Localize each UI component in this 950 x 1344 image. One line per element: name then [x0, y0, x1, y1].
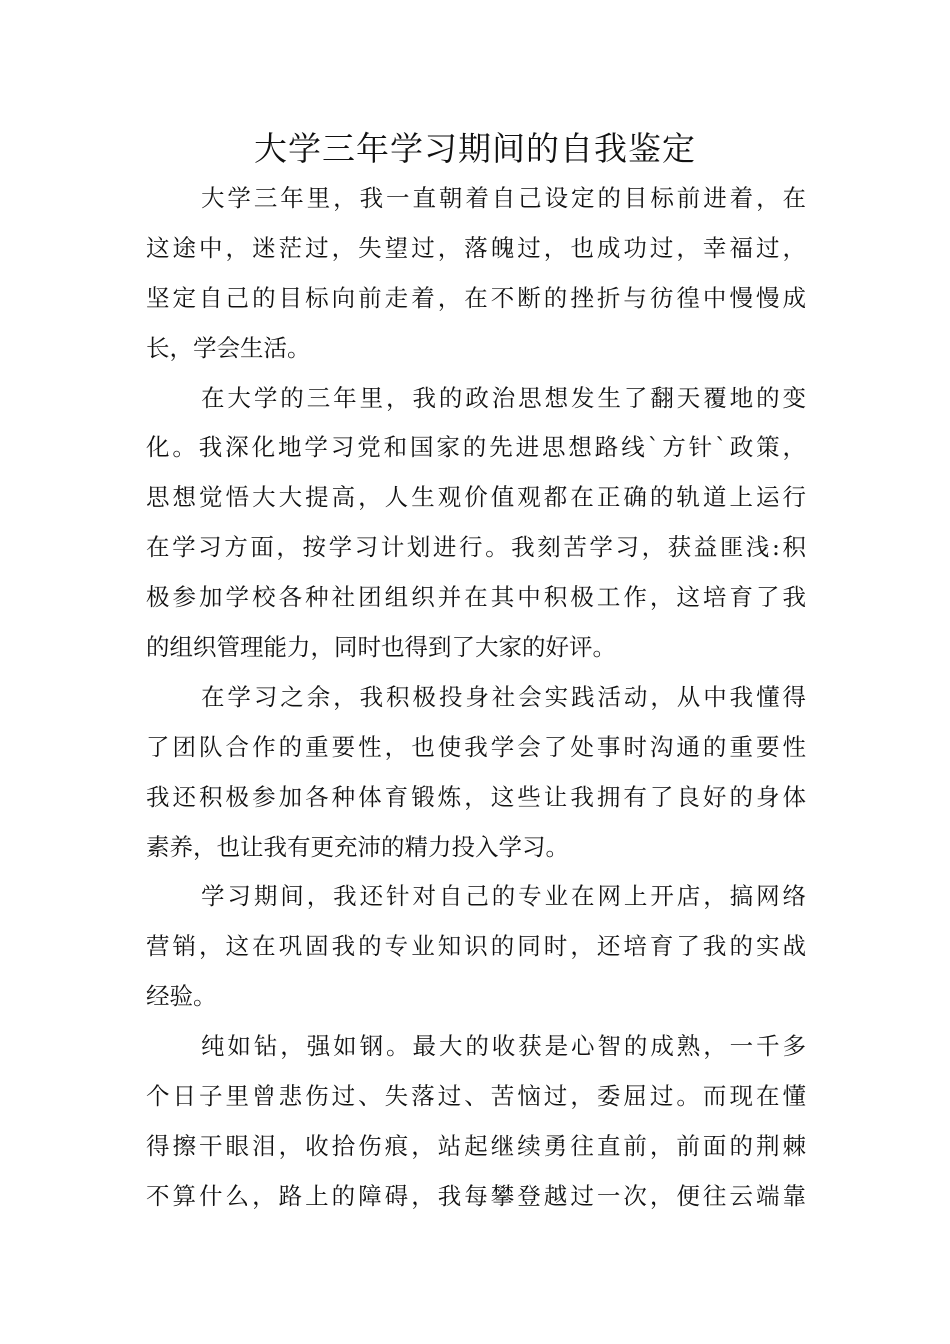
paragraph-line: 经验。 [146, 982, 217, 1011]
paragraph-line: 长，学会生活。 [146, 333, 311, 362]
paragraph-line: 大学三年里，我一直朝着自己设定的目标前进着，在 [201, 184, 806, 212]
document-body [146, 174, 806, 1222]
paragraph-line: 坚定自己的目标向前走着，在不断的挫折与彷徨中慢慢成 [146, 283, 806, 312]
paragraph-line: 素养，也让我有更充沛的精力投入学习。 [146, 832, 569, 861]
paragraph-line: 学习期间，我还针对自己的专业在网上开店，搞网络 [201, 882, 806, 911]
paragraph-line: 在学习方面，按学习计划进行。我刻苦学习，获益匪浅:积 [146, 533, 806, 562]
paragraph-line: 纯如钻，强如钢。最大的收获是心智的成熟，一千多 [201, 1032, 806, 1061]
paragraph-line: 这途中，迷茫过，失望过，落魄过，也成功过，幸福过， [146, 233, 806, 262]
paragraph-line: 营销，这在巩固我的专业知识的同时，还培育了我的实战 [146, 932, 806, 961]
paragraph-line: 我还积极参加各种体育锻炼，这些让我拥有了良好的身体 [146, 782, 806, 811]
paragraph-line: 的组织管理能力，同时也得到了大家的好评。 [146, 633, 616, 662]
paragraph-line: 思想觉悟大大提高，人生观价值观都在正确的轨道上运行 [146, 483, 806, 512]
paragraph-line: 不算什么，路上的障碍，我每攀登越过一次，便往云端靠 [146, 1181, 806, 1210]
paragraph-line: 在大学的三年里，我的政治思想发生了翻天覆地的变 [201, 383, 806, 412]
document-title: 大学三年学习期间的自我鉴定 [254, 129, 696, 168]
paragraph-line: 个日子里曾悲伤过、失落过、苦恼过，委屈过。而现在懂 [146, 1082, 806, 1111]
paragraph-line: 在学习之余，我积极投身社会实践活动，从中我懂得 [201, 682, 806, 711]
paragraph-line: 化。我深化地学习党和国家的先进思想路线`方针`政策， [146, 433, 806, 462]
paragraph-line: 得擦干眼泪，收拾伤痕，站起继续勇往直前，前面的荆棘 [146, 1131, 806, 1160]
paragraph-line: 了团队合作的重要性，也使我学会了处事时沟通的重要性 [146, 732, 806, 761]
paragraph-line: 极参加学校各种社团组织并在其中积极工作，这培育了我 [146, 583, 806, 612]
